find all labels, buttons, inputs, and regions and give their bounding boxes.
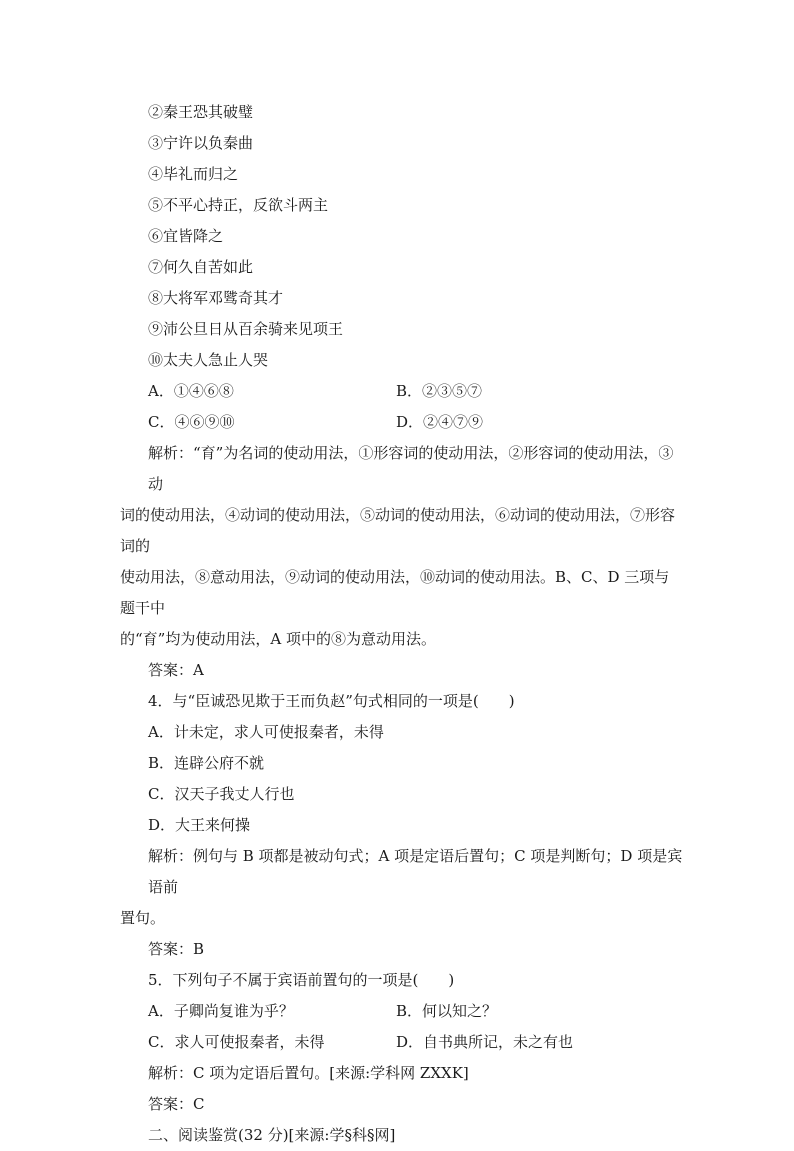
question-5-stem: 5．下列句子不属于宾语前置句的一项是( ) [148, 971, 455, 989]
q4-option-b: B．连辟公府不就 [148, 754, 265, 772]
question-3-items [120, 97, 684, 1151]
q4-analysis-line-2: 置句。 [120, 909, 166, 927]
q4-analysis-line-1: 解析：例句与 B 项都是被动句式；A 项是定语后置句；C 项是判断句；D 项是宾语前 [148, 847, 683, 896]
analysis-line-3: 使动用法，⑧意动用法，⑨动词的使动用法，⑩动词的使动用法。B、C、D 三项与题干中 [120, 568, 670, 617]
option-d: D．②④⑦⑨ [396, 413, 484, 431]
section-2-heading: 二、阅读鉴赏(32 分)[来源:学§科§网] [148, 1126, 396, 1144]
analysis-paragraph [120, 438, 684, 655]
q5-option-c: C．求人可使报秦者，未得 [148, 1033, 325, 1051]
question-4-stem: 4．与“臣诚恐见欺于王而负赵”句式相同的一项是( ) [148, 692, 515, 710]
analysis-line-1: 解析：“育”为名词的使动用法，①形容词的使动用法，②形容词的使动用法，③动 [148, 444, 674, 493]
item-2: ②秦王恐其破璧 [148, 103, 254, 121]
q5-analysis: 解析：C 项为定语后置句。[来源:学科网 ZXXK] [148, 1064, 469, 1082]
analysis-line-4: 的“育”均为使动用法，A 项中的⑧为意动用法。 [120, 630, 436, 648]
options-row-2 [148, 407, 684, 438]
q5-option-b: B．何以知之？ [396, 1002, 498, 1020]
answer-3: 答案：A [148, 661, 204, 679]
answer-4: 答案：B [148, 940, 205, 958]
analysis-line-2: 词的使动用法，④动词的使动用法，⑤动词的使动用法，⑥动词的使动用法，⑦形容词的 [120, 506, 676, 555]
answer-5: 答案：C [148, 1095, 205, 1113]
item-10: ⑩太夫人急止人哭 [148, 351, 269, 369]
q4-option-c: C．汉天子我丈人行也 [148, 785, 295, 803]
q5-options-row-1 [148, 996, 684, 1027]
item-5: ⑤不平心持正，反欲斗两主 [148, 196, 329, 214]
q4-option-d: D．大王来何操 [148, 816, 251, 834]
q5-options-row-2 [148, 1027, 684, 1058]
q5-option-d: D．自书典所记，未之有也 [396, 1033, 574, 1051]
item-4: ④毕礼而归之 [148, 165, 239, 183]
option-c: C．④⑥⑨⑩ [148, 413, 235, 431]
item-9: ⑨沛公旦日从百余骑来见项王 [148, 320, 344, 338]
q4-analysis-paragraph [120, 841, 684, 934]
option-b: B．②③⑤⑦ [396, 382, 483, 400]
item-3: ③宁许以负秦曲 [148, 134, 254, 152]
item-7: ⑦何久自苦如此 [148, 258, 254, 276]
options-row-1 [148, 376, 684, 407]
item-6: ⑥宜皆降之 [148, 227, 224, 245]
q5-option-a: A．子卿尚复谁为乎？ [148, 1002, 294, 1020]
q4-option-a: A．计未定，求人可使报秦者，未得 [148, 723, 384, 741]
option-a: A．①④⑥⑧ [148, 382, 234, 400]
item-8: ⑧大将军邓骘奇其才 [148, 289, 284, 307]
